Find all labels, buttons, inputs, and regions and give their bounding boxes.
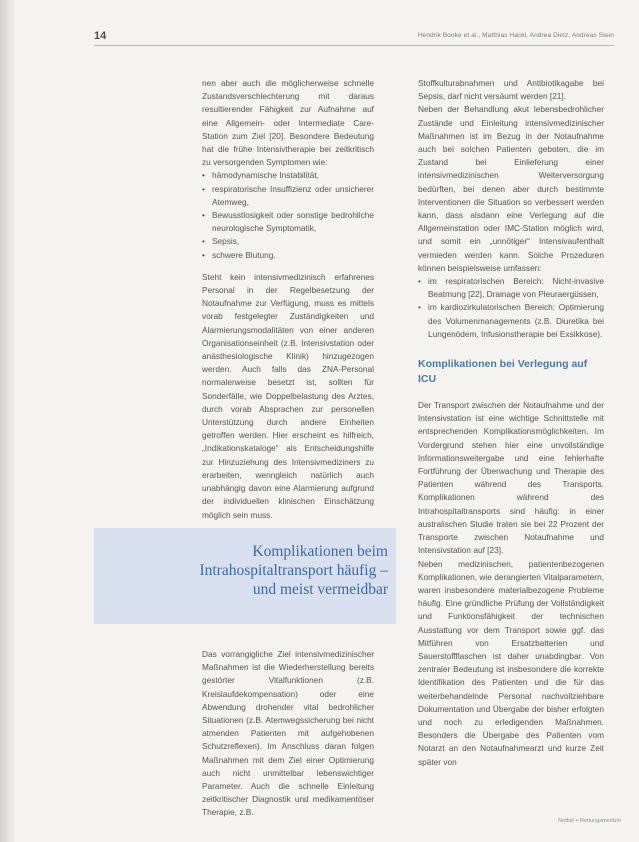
running-header xyxy=(94,30,614,46)
pull-quote-line: und meist vermeidbar xyxy=(252,581,388,598)
list-item: • Bewusstlosigkeit oder sonstige bedrohliche neurologische Symptomatik, xyxy=(202,209,374,235)
paragraph: nen aber auch die möglicherweise schnelle Zustandsverschlechterung mit daraus resultierender Fähigkeit zur Aufnahme auf eine Allgemein- oder Intermediate Care-Station zum Ziel [20]. Besondere Bedeutung hat die frühe Intensivtherapie bei zeitkritisch zu versorgenden Symptomen wie: xyxy=(202,78,374,168)
right-column xyxy=(418,77,604,769)
list-item: • Sepsis, xyxy=(202,235,374,248)
left-column-top xyxy=(202,77,374,522)
paragraph: Neben der Behandlung akut lebensbedrohlicher Zustände und Einleitung intensivmedizinischer Maßnahmen ist im Bezug in der Notaufnahme auch bei solchen Patienten geboten, die im Zustand bei Einlieferung einer intensivmedizinischen Weiterversorgung bedürften, bei denen aber durch bestimmte Interventionen die Situation so verbessert werden kann, dass alsdann eine Verlegung auf die Allgemeinstation oder IMC-Station möglich wird, und somit ein „unnötiger“ Intensivaufenthalt vermieden werden kann. Solche Prozeduren können beispielsweise umfassen: xyxy=(418,104,604,273)
symptom-list xyxy=(202,169,374,261)
list-item: • schwere Blutung. xyxy=(202,249,374,262)
paragraph: Neben medizinischen, patientenbezogenen Komplikationen, wie derangierten Vitalparametern, waren insbesondere materialbezogene Probleme häufig. Eine gründliche Prüfung der Vollständigkeit und Funktionsfähigkeit der technischen Ausstattung vor dem Transport sowie ggf. das Mitführen von Ersatzbatterien und Sauerstoffflaschen ist daher unabdingbar. Von zentraler Bedeutung ist insbesondere die korrekte Identifikation des Patienten und die für das weiterbehandelnde Personal nachvollziehbare Dokumentation und Übergabe der bisher erfolgten und noch zu erledigenden Maßnahmen. Besonders die Übergabe des Patienten vom Notarzt an den Notaufnahmearzt und kurze Zeit später von xyxy=(418,558,604,767)
page-footer: Notfall + Rettungsmedizin xyxy=(558,818,621,824)
section-heading: Komplikationen bei Verlegung auf ICU xyxy=(418,358,588,386)
list-item: • im respiratorischen Bereich: Nicht-invasive Beatmung [22], Drainage von Pleuraergüssen, xyxy=(418,275,604,301)
left-column-bottom xyxy=(202,648,374,820)
paragraph: Steht kein intensivmedizinisch erfahrenes Personal in der Regelbesetzung der Notaufnahme zur Verfügung, muss es mittels vorab festgelegter Zuständigkeiten und Alarmierungsmodalitäten von einer anderen Organisationseinheit (z.B. Intensivstation oder anästhesiologische Klinik) hinzugezogen werden. Auch falls das ZNA-Personal normalerweise besetzt ist, sollten für Sonderfälle, wie Doppelbelastung des Arztes, durch vorab Absprachen zur personellen Unterstützung durch andere Einheiten getroffen werden. Hier erscheint es hilfreich, „Indikationskataloge“ als Entscheidungshilfe zur Hinzuziehung des Intensivmediziners zu erarbeiten, wenngleich natürlich auch unabhängig davon eine Alarmierung aufgrund der individuellen klinischen Einschätzung möglich sein muss. xyxy=(202,271,374,520)
pull-quote-text xyxy=(94,542,396,599)
paragraph: Das vorrangigliche Ziel intensivmedizinischer Maßnahmen ist die Wiederherstellung bereits gestörter Vitalfunktionen (z.B. Kreislaufdekompensation) oder eine Abwendung drohender vital bedrohlicher Situationen (z.B. Atemwegssicherung bei nicht atmenden Patienten mit aufgehobenen Schutzreflexen). Im Anschluss daran folgen Maßnahmen mit dem Ziel einer Optimierung auch nicht unmittelbar lebenswichtiger Parameter. Auch die schnelle Einleitung zeitkritischer Diagnostik und medikamentöser Therapie, z.B. xyxy=(202,649,374,818)
paragraph: Der Transport zwischen der Notaufnahme und der Intensivstation ist eine wichtige Schnittstelle mit entsprechenden Komplikationsmöglichkeiten. Im Vordergrund stehen hier eine unvollständige Informationsweitergabe und eine fehlerhafte Fortführung der Überwachung und Therapie des Patienten während des Transports. Komplikationen während des Intrahospitaltransports sind häufig: in einer australischen Studie traten sie bei 22 Prozent der Transporte zwischen Notaufnahme und Intensivstation auf [23]. xyxy=(418,400,604,556)
pull-quote-line: Komplikationen beim xyxy=(252,543,388,560)
paragraph: Stoffkulturabnahmen und Antibiotikagabe bei Sepsis, darf nicht versäumt werden [21]. xyxy=(418,78,604,102)
header-authors: Hendrik Booke et al., Matthias Hackl, Andrea Dietz, Andreas Stein xyxy=(417,32,614,39)
pull-quote-line: Intrahospitaltransport häufig – xyxy=(199,562,388,579)
list-item: • im kardiozirkulatorischen Bereich: Optimierung des Volumenmanagements (z.B. Diuretika bei Lungenödem, Infusionstherapie bei Exsikkose). xyxy=(418,301,604,341)
binding-shadow xyxy=(0,0,14,842)
pull-quote-box xyxy=(94,528,396,624)
page-number: 14 xyxy=(94,30,107,42)
list-item: • hämodynamische Instabilität, xyxy=(202,169,374,182)
procedure-list xyxy=(418,275,604,341)
list-item: • respiratorische Insuffizienz oder unsicherer Atemweg, xyxy=(202,183,374,209)
